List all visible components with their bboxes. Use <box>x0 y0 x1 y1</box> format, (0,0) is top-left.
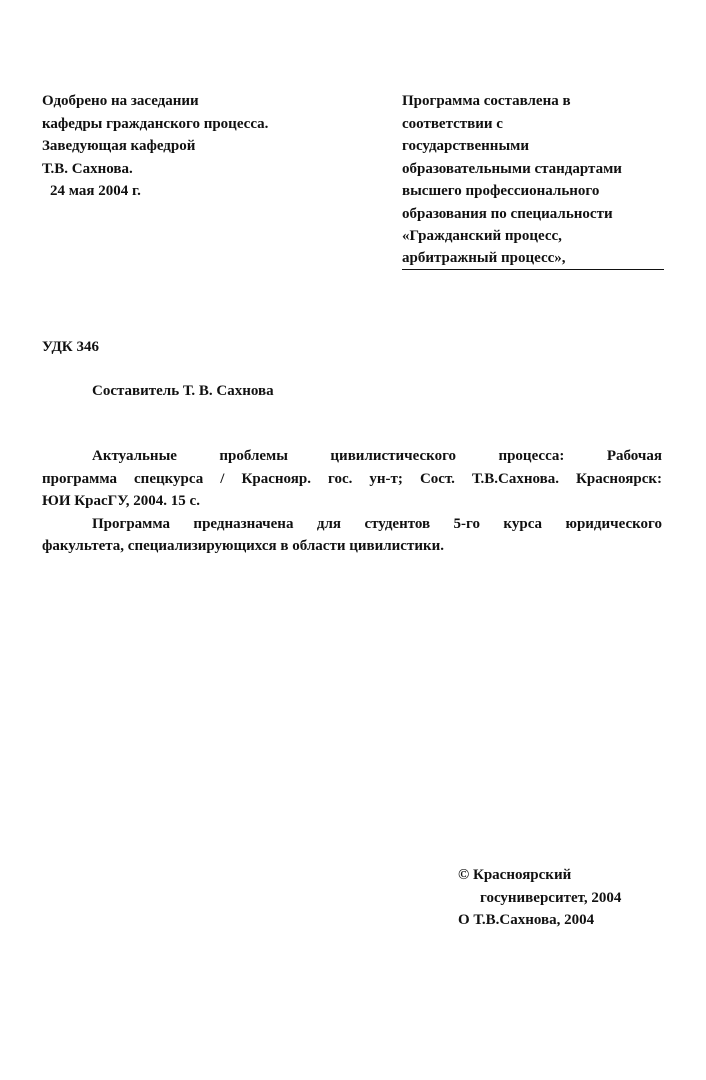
purpose-line-1: Программа предназначена для студентов 5-го курса юридического <box>92 515 662 532</box>
approval-line-1: Одобрено на заседании <box>42 93 199 109</box>
description-line-3: ЮИ КрасГУ, 2004. 15 с. <box>42 493 200 509</box>
standard-compliance-note <box>402 90 666 270</box>
approval-line-2: кафедры гражданского процесса. <box>42 115 269 132</box>
standard-line-2: соответствии с <box>402 115 503 132</box>
copyright-line-2: госуниверситет, 2004 <box>480 889 622 906</box>
standard-line-1: Программа составлена в <box>402 93 571 109</box>
copyright-line-3: О Т.В.Сахнова, 2004 <box>458 912 595 928</box>
standard-line-4: образовательными стандартами <box>402 160 622 177</box>
bibliographic-description <box>42 445 662 558</box>
description-line-2: программа спецкурса / Краснояр. гос. ун-т; Сост. Т.В.Сахнова. Красноярск: <box>42 470 662 487</box>
standard-line-6: образования по специальности <box>402 205 613 222</box>
standard-line-3: государственными <box>402 138 530 154</box>
standard-line-8: арбитражный процесс», <box>402 248 664 270</box>
udk-code: УДК 346 <box>42 339 99 355</box>
standard-line-7: «Гражданский процесс, <box>402 228 562 244</box>
copyright-line-1: © Красноярский <box>458 867 572 883</box>
purpose-line-2: факультета, специализирующихся в области цивилистики. <box>42 538 444 554</box>
copyright-notice <box>458 864 678 932</box>
compiler-line: Составитель Т. В. Сахнова <box>92 383 274 399</box>
standard-line-5: высшего профессионального <box>402 183 600 199</box>
approval-line-3: Заведующая кафедрой <box>42 138 196 154</box>
description-line-1: Актуальные проблемы цивилистического процесса: Рабочая <box>92 448 662 464</box>
approval-date: 24 мая 2004 г. <box>50 183 141 199</box>
approval-line-4: Т.В. Сахнова. <box>42 160 133 177</box>
approval-note <box>42 90 372 203</box>
